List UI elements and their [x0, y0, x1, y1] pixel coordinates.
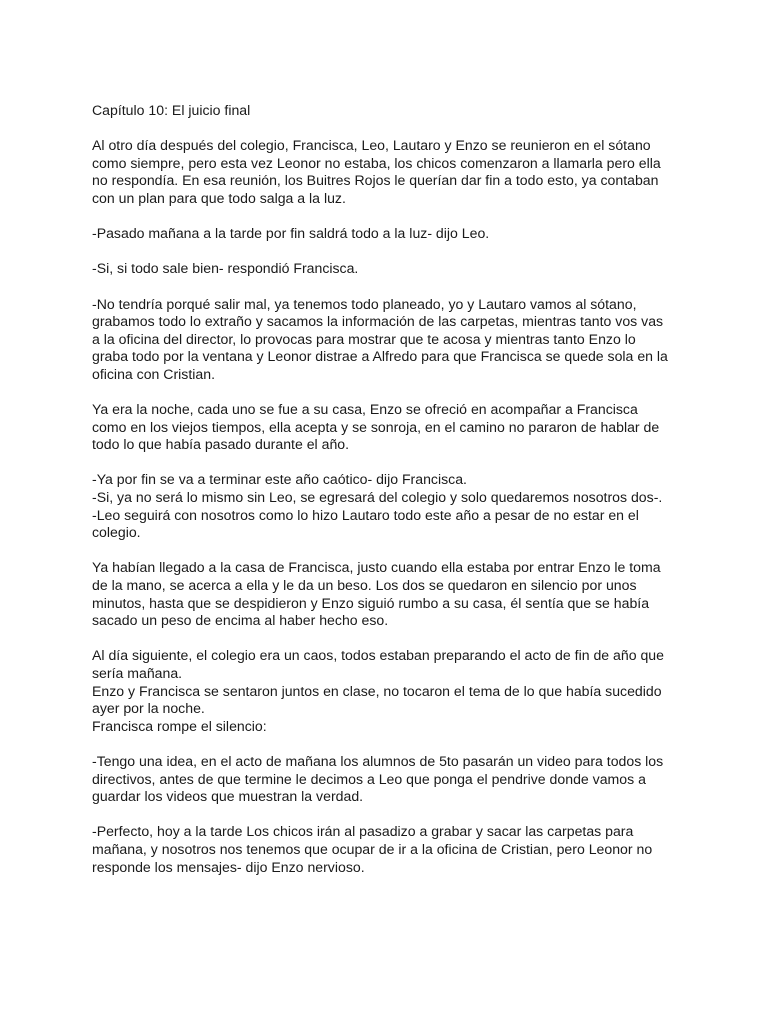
text-line: todo lo que había pasado durante el año.	[92, 436, 350, 453]
text-line: -Tengo una idea, en el acto de mañana los alumnos de 5to pasarán un video para todos los	[92, 752, 664, 769]
text-line: como siempre, pero esta vez Leonor no estaba, los chicos comenzaron a llamarla pero ella	[92, 154, 661, 171]
paragraph	[92, 753, 682, 806]
text-line: Al día siguiente, el colegio era un caos, todos estaban preparando el acto de fin de año que	[92, 647, 664, 664]
text-line: colegio.	[92, 524, 141, 541]
paragraph	[92, 225, 682, 243]
text-line: no respondía. En esa reunión, los Buitres Rojos le querían dar fin a todo esto, ya contaban	[92, 172, 659, 189]
text-line: como en los viejos tiempos, ella acepta y se sonroja, en el camino no pararon de hablar de	[92, 418, 660, 435]
text-line: de la mano, se acerca a ella y le da un beso. Los dos se quedaron en silencio por unos	[92, 577, 637, 594]
text-line: -Si, ya no será lo mismo sin Leo, se egresará del colegio y solo quedaremos nosotros dos-.	[92, 489, 663, 506]
text-line: Ya habían llegado a la casa de Francisca, justo cuando ella estaba por entrar Enzo le toma	[92, 559, 661, 576]
text-line: directivos, antes de que termine le decimos a Leo que ponga el pendrive donde vamos a	[92, 770, 646, 787]
text-line: con un plan para que todo salga a la luz.	[92, 189, 346, 206]
paragraph	[92, 823, 682, 876]
paragraph	[92, 296, 682, 384]
text-line: mañana, y nosotros nos tenemos que ocupar de ir a la oficina de Cristian, pero Leonor no	[92, 840, 653, 857]
text-line: -Pasado mañana a la tarde por fin saldrá todo a la luz- dijo Leo.	[92, 225, 490, 242]
text-line: Enzo y Francisca se sentaron juntos en clase, no tocaron el tema de lo que había sucedido	[92, 682, 662, 699]
text-line: graba todo por la ventana y Leonor distrae a Alfredo para que Francisca se quede sola en la	[92, 348, 668, 365]
text-line: Ya era la noche, cada uno se fue a su casa, Enzo se ofreció en acompañar a Francisca	[92, 401, 638, 418]
paragraph	[92, 260, 682, 278]
text-line: -Leo seguirá con nosotros como lo hizo Lautaro todo este año a pesar de no estar en el	[92, 506, 639, 523]
paragraph	[92, 401, 682, 454]
text-line: -Si, si todo sale bien- respondió Francisca.	[92, 260, 359, 277]
paragraph-list	[92, 137, 682, 876]
paragraph	[92, 471, 682, 541]
text-line: sería mañana.	[92, 665, 183, 681]
text-line: Francisca rompe el silencio:	[92, 717, 267, 734]
text-line: grabamos todo lo extraño y sacamos la información de las carpetas, mientras tanto vos vas	[92, 313, 664, 330]
text-line: a la oficina del director, lo provocas para mostrar que te acosa y mientras tanto Enzo lo	[92, 330, 636, 347]
text-line: -Perfecto, hoy a la tarde Los chicos irán al pasadizo a grabar y sacar las carpetas para	[92, 823, 634, 840]
text-line: minutos, hasta que se despidieron y Enzo siguió rumbo a su casa, él sentía que se había	[92, 594, 650, 611]
text-line: ayer por la noche.	[92, 700, 205, 717]
text-line: sacado un peso de encima al haber hecho eso.	[92, 612, 389, 629]
paragraph	[92, 137, 682, 207]
chapter-title-text: Capítulo 10: El juicio final	[92, 102, 251, 118]
text-line: guardar los videos que muestran la verdad.	[92, 788, 364, 805]
paragraph	[92, 559, 682, 629]
text-line: Al otro día después del colegio, Francisca, Leo, Lautaro y Enzo se reunieron en el sótano	[92, 137, 651, 154]
paragraph	[92, 647, 682, 735]
text-line: oficina con Cristian.	[92, 365, 215, 382]
text-line: responde los mensajes- dijo Enzo nervioso.	[92, 858, 365, 875]
text-line: -Ya por fin se va a terminar este año caótico- dijo Francisca.	[92, 471, 467, 488]
chapter-title	[92, 102, 682, 120]
text-line: -No tendría porqué salir mal, ya tenemos todo planeado, yo y Lautaro vamos al sótano,	[92, 295, 637, 312]
document-body	[92, 102, 682, 894]
